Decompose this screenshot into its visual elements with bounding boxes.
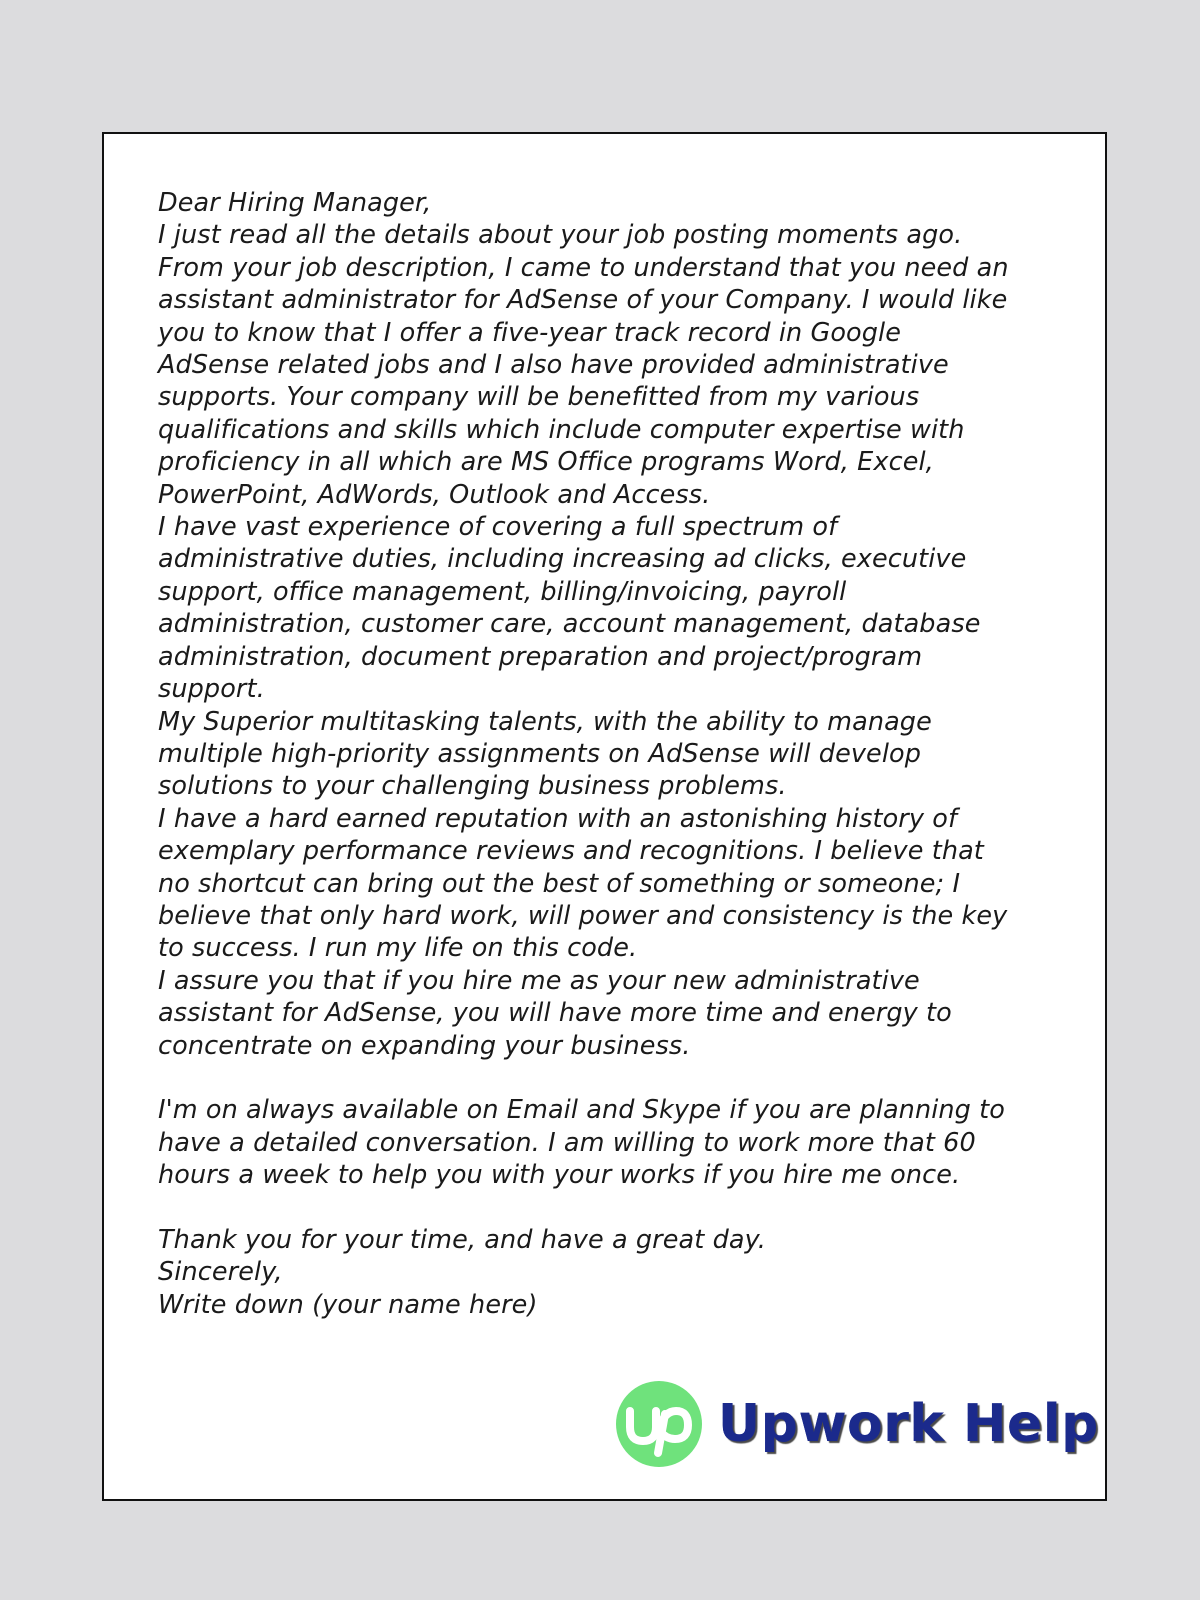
signature-line: Write down (your name here) [158,1289,538,1320]
logo-wordmark: Upwork Help [718,1394,1099,1454]
closing-line: Sincerely, [158,1257,283,1288]
paragraph-spacer [158,1062,1078,1094]
paragraph-multitasking: My Superior multitasking talents, with the ability to manage multiple high-priority assignments on AdSense will develop solutions to your challenging business problems. [158,706,932,802]
paragraph-reputation: I have a hard earned reputation with an astonishing history of exemplary performance reviews and recognitions. I believe that no shortcut can bring out the best of something or someone; I believe that only hard work, will power and consistency is the key to success. I run my life on this code. [158,803,1008,964]
paragraph-intro: I just read all the details about your job posting moments ago. From your job description, I came to understand that you need an assistant administrator for AdSense of your Company. I would like you to know that I offer a five-year track record in Google AdSense related jobs and I also have provided administrative supports. Your company will be benefitted from my various qualifications and skills which include computer expertise with proficiency in all which are MS Office programs Word, Excel, PowerPoint, AdWords, Outlook and Access. [158,220,1009,510]
paragraph-assurance: I assure you that if you hire me as your new administrative assistant for AdSense, you will have more time and energy to concentrate on expanding your business. [158,965,952,1061]
paragraph-experience: I have vast experience of covering a full spectrum of administrative duties, including increasing ad clicks, executive support, office management, billing/invoicing, payroll administration, customer care, account management, database administration, document preparation and project/program support. [158,512,981,705]
upwork-help-logo [616,1378,1099,1470]
paragraph-availability: I'm on always available on Email and Skype if you are planning to have a detailed conversation. I am willing to work more that 60 hours a week to help you with your works if you hire me once. [158,1095,1005,1191]
cover-letter-body [158,187,1078,1321]
letter-page [102,132,1107,1501]
paragraph-spacer [158,1192,1078,1224]
thanks-line: Thank you for your time, and have a great day. [158,1224,766,1255]
greeting: Dear Hiring Manager, [158,188,432,218]
upwork-logo-icon [616,1381,702,1467]
upwork-up-mark [616,1381,702,1467]
